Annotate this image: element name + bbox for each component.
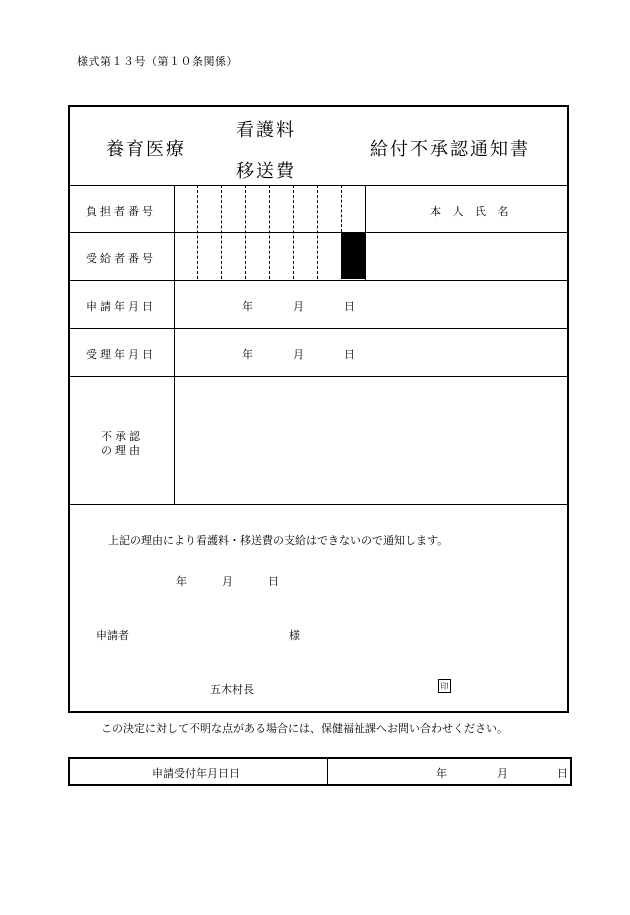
applicant-label: 申請者	[96, 629, 129, 642]
receipt-month: 月	[293, 348, 304, 361]
digit-separator	[221, 185, 222, 279]
receipt-date-label: 受理年月日	[86, 348, 156, 361]
application-date-label: 申請年月日	[86, 300, 156, 313]
recipient-number-label: 受給者番号	[86, 252, 156, 265]
notice-text: 上記の理由により看護料・移送費の支給はできないので通知します。	[108, 534, 449, 547]
burden-number-label: 負担者番号	[86, 205, 156, 218]
applicant-honorific: 様	[289, 629, 300, 642]
receipt-day: 日	[344, 348, 355, 361]
divider	[174, 185, 175, 504]
title-center-bottom: 移送費	[236, 161, 296, 182]
application-month: 月	[293, 300, 304, 313]
receipt-box-year: 年	[436, 767, 447, 780]
reason-label-line1: 不承認	[101, 430, 143, 443]
footer-note: この決定に対して不明な点がある場合には、保健福祉課へお問い合わせください。	[101, 722, 508, 735]
seal-mark: 印	[438, 679, 451, 693]
form-frame	[68, 105, 569, 713]
receipt-box-month: 月	[497, 767, 508, 780]
divider	[365, 185, 366, 280]
digit-separator	[197, 185, 198, 279]
application-year: 年	[242, 300, 253, 313]
reason-label-line2: の理由	[101, 444, 143, 457]
title-right: 給付不承認通知書	[370, 139, 530, 160]
divider	[70, 504, 567, 505]
form-number: 様式第１３号（第１０条関係）	[77, 55, 238, 68]
receipt-date-box-label: 申請受付年月日日	[152, 767, 240, 780]
receipt-box-day: 日	[557, 767, 568, 780]
divider	[70, 280, 567, 281]
title-left: 養育医療	[106, 139, 186, 160]
digit-separator	[317, 185, 318, 279]
digit-separator	[245, 185, 246, 279]
digit-separator	[341, 185, 342, 232]
recipient-name-label: 本 人 氏 名	[430, 205, 513, 218]
divider	[70, 328, 567, 329]
receipt-year: 年	[242, 348, 253, 361]
divider	[70, 185, 567, 186]
digit-separator	[293, 185, 294, 279]
application-day: 日	[344, 300, 355, 313]
notice-year: 年	[176, 575, 187, 588]
divider	[70, 232, 567, 233]
divider	[70, 376, 567, 377]
digit-separator	[269, 185, 270, 279]
notice-month: 月	[222, 575, 233, 588]
issuer: 五木村長	[210, 683, 254, 696]
filled-digit-cell	[341, 232, 365, 279]
notice-day: 日	[268, 575, 279, 588]
divider	[327, 759, 328, 784]
title-center-top: 看護料	[236, 120, 296, 141]
